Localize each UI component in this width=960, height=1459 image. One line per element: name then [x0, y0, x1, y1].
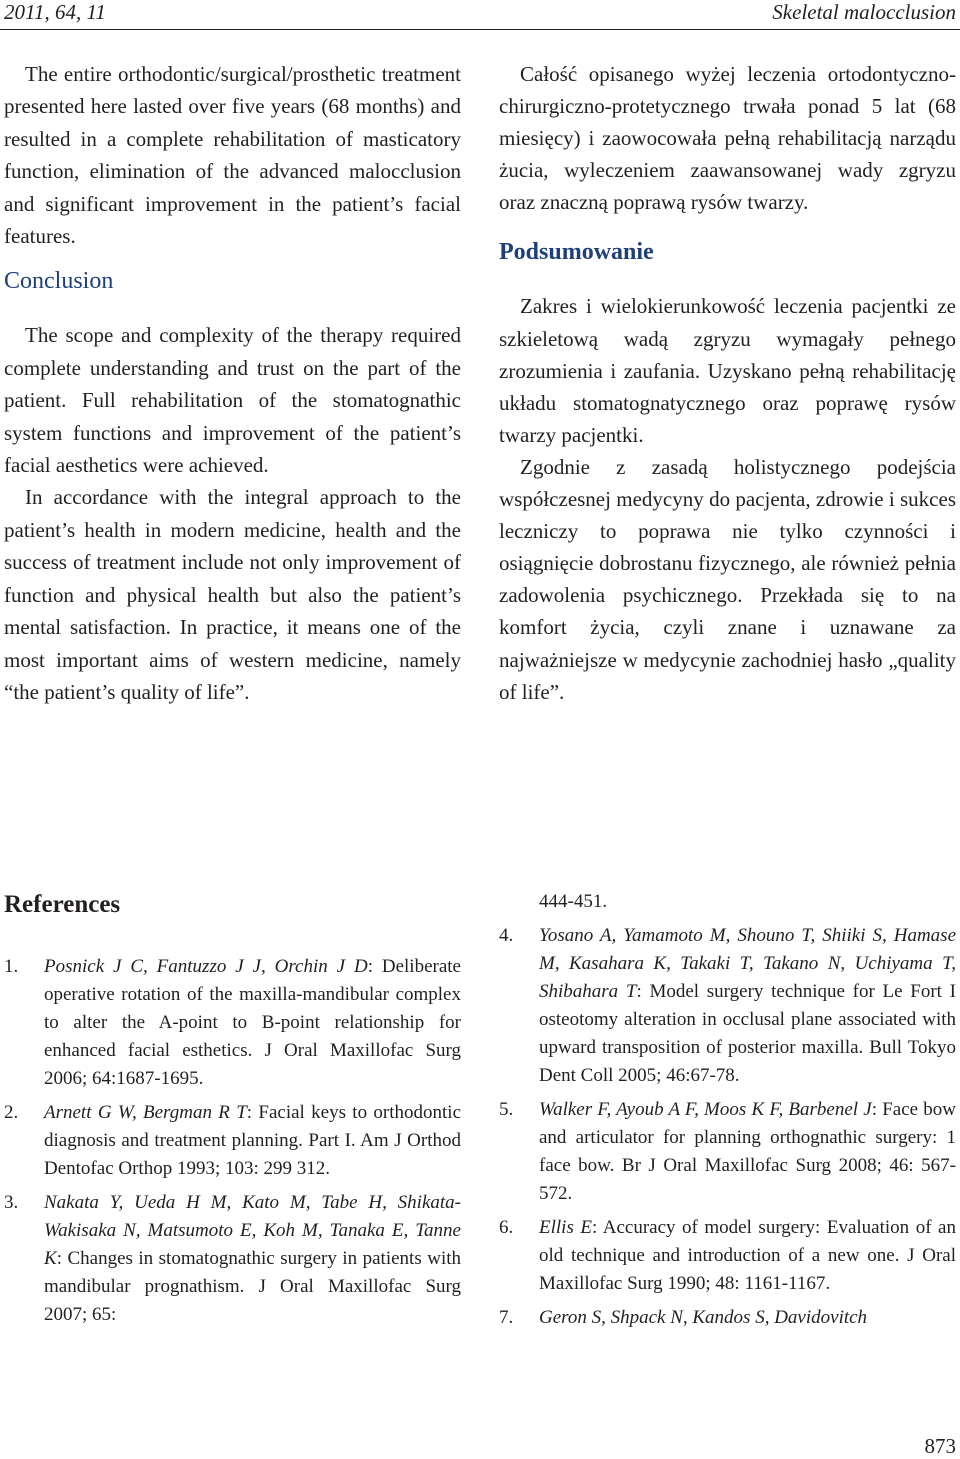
- english-column: [4, 58, 461, 708]
- running-head-title: Skeletal malocclusion: [772, 0, 956, 24]
- reference-authors: Nakata Y, Ueda H M, Kato M, Tabe H, Shikata-Wakisaka N, Matsumoto E, Koh M, Tanaka E, Tanne K: [44, 1192, 461, 1269]
- references-column-left: [4, 953, 461, 1335]
- reference-number: 5.: [499, 1099, 514, 1120]
- reference-number: 7.: [499, 1307, 514, 1328]
- reference-text: : Accuracy of model surgery: Evaluation of an old technique and introduction of a new one. J Oral Maxillofac Surg 1990; 48: 1161-1167.: [539, 1217, 956, 1294]
- reference-text: 444-451.: [539, 891, 608, 912]
- conclusion-heading: Conclusion: [4, 268, 114, 295]
- reference-number: 6.: [499, 1217, 514, 1238]
- polish-intro-paragraph: Całość opisanego wyżej leczenia ortodontyczno-chirurgiczno-protetycznego trwała ponad 5 lat (68 miesięcy) i zaowocowała pełną rehabilitacją narządu żucia, wyleczeniem zaawansowanej wady zgryzu oraz znaczną poprawą rysów twarzy.: [499, 62, 956, 215]
- reference-item: [4, 1189, 461, 1329]
- polish-column: [499, 58, 956, 708]
- page-number: 873: [924, 1434, 956, 1458]
- reference-number: [499, 888, 539, 916]
- reference-text: : Model surgery technique for Le Fort I osteotomy alteration in occlusal plane associated with upward transposition of posterior maxilla. Bull Tokyo Dent Coll 2005; 46:67-78.: [539, 981, 956, 1086]
- reference-item: [499, 1096, 956, 1208]
- reference-number: 1.: [4, 956, 19, 977]
- reference-item: [499, 1214, 956, 1298]
- reference-number: 4.: [499, 925, 514, 946]
- conclusion-paragraph-1: The scope and complexity of the therapy required complete understanding and trust on the part of the patient. Full rehabilitation of the stomatognathic system functions and improvement of the patient’s facial aesthetics were achieved.: [4, 323, 461, 478]
- reference-authors: Yosano A, Yamamoto M, Shouno T, Shiiki S, Hamase M, Kasahara K, Takaki T, Takano N, Uchiyama T, Shibahara T: [539, 925, 956, 1002]
- running-head-journal: 2011, 64, 11: [4, 0, 106, 24]
- reference-authors: Ellis E: [539, 1217, 592, 1238]
- reference-item: [4, 953, 461, 1093]
- reference-text: : Face bow and articulator for planning orthognathic surgery: 1 face bow. Br J Oral Maxillofac Surg 2008; 46: 567-572.: [539, 1099, 956, 1204]
- references-column-right: [499, 888, 956, 1338]
- reference-text: : Changes in stomatognathic surgery in patients with mandibular prognathism. J Oral Maxillofac Surg 2007; 65:: [44, 1248, 461, 1325]
- english-intro-paragraph: The entire orthodontic/surgical/prosthetic treatment presented here lasted over five years (68 months) and resulted in a complete rehabilitation of masticatory function, elimination of the advanced malocclusion and significant improvement in the patient’s facial features.: [4, 62, 461, 249]
- reference-item: [4, 1099, 461, 1183]
- references-heading: References: [4, 891, 121, 918]
- reference-item: [499, 1304, 956, 1332]
- reference-number: 2.: [4, 1102, 19, 1123]
- reference-authors: Walker F, Ayoub A F, Moos K F, Barbenel J: [539, 1099, 872, 1120]
- reference-number: 3.: [4, 1192, 19, 1213]
- podsumowanie-heading: Podsumowanie: [499, 239, 654, 266]
- reference-text: : Facial keys to orthodontic diagnosis and treatment planning. Part I. Am J Orthod Dentofac Orthop 1993; 103: 299 312.: [44, 1102, 462, 1179]
- reference-authors: Posnick J C, Fantuzzo J J, Orchin J D: [44, 956, 368, 977]
- podsumowanie-paragraph-2: Zgodnie z zasadą holistycznego podejścia współczesnej medycyny do pacjenta, zdrowie i sukces leczniczy to poprawa nie tylko czynności i osiągnięcie dobrostanu fizycznego, ale również pełnia zadowolenia psychicznego. Przekłada się to na komfort życia, czyli znane i uznawane za najważniejsze w medycynie zachodniej hasło „quality of life”.: [499, 454, 956, 704]
- reference-continuation: [499, 888, 956, 916]
- reference-authors: Geron S, Shpack N, Kandos S, Davidovitch: [539, 1307, 868, 1328]
- conclusion-paragraph-2: In accordance with the integral approach to the patient’s health in modern medicine, health and the success of treatment include not only improvement of function and physical health but also the patient’s mental satisfaction. In practice, it means one of the most important aims of western medicine, namely “the patient’s quality of life”.: [4, 485, 461, 704]
- podsumowanie-paragraph-1: Zakres i wielokierunkowość leczenia pacjentki ze szkieletową wadą zgryzu wymagały pełnego zrozumienia i zaufania. Uzyskano pełną rehabilitację układu stomatognatycznego oraz poprawę rysów twarzy pacjentki.: [499, 294, 956, 447]
- header-rule: [0, 29, 960, 30]
- reference-authors: Arnett G W, Bergman R T: [44, 1102, 247, 1123]
- reference-item: [499, 922, 956, 1090]
- reference-text: : Deliberate operative rotation of the maxilla-mandibular complex to alter the A-point to B-point relationship for enhanced facial esthetics. J Oral Maxillofac Surg 2006; 64:1687-1695.: [44, 956, 461, 1089]
